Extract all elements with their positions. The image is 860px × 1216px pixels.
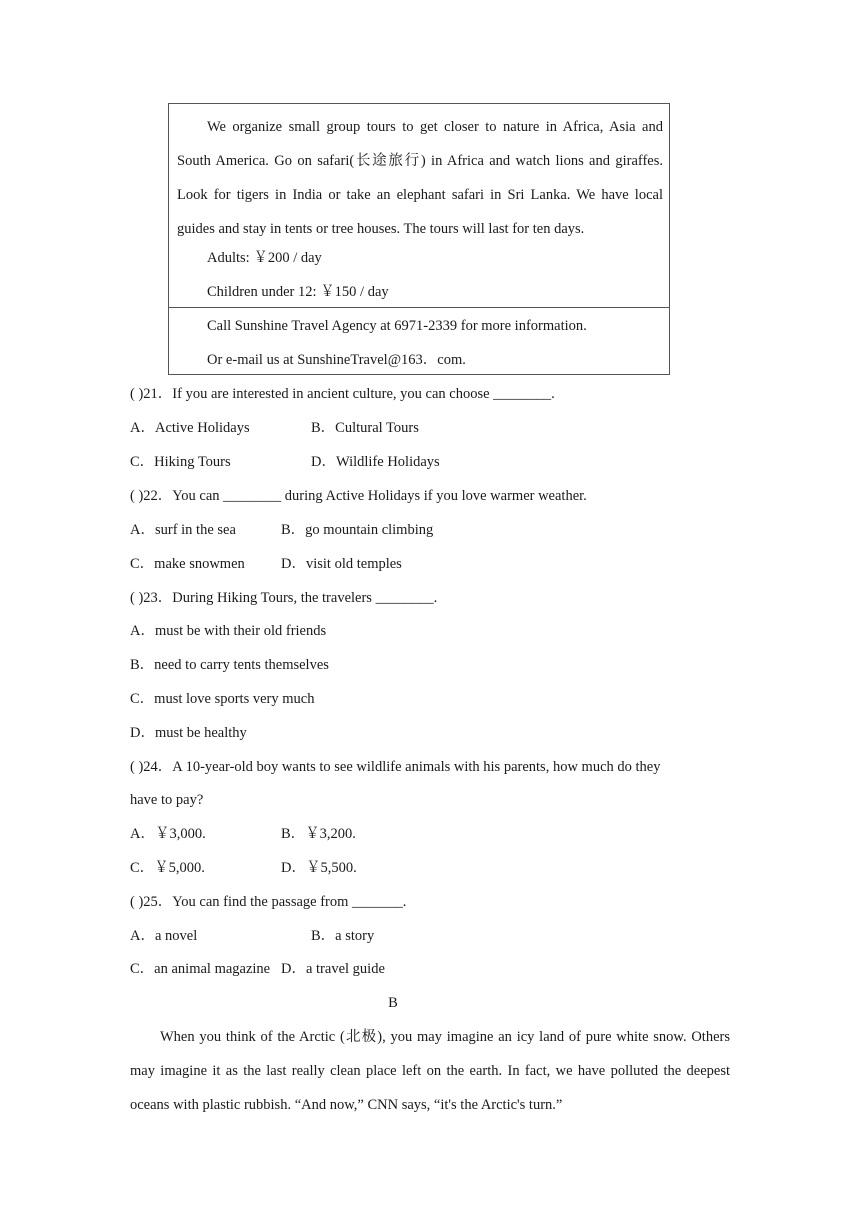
question-24-option-b: B．￥3,200. (281, 826, 356, 842)
passage-paragraph (130, 1020, 730, 1122)
question-22-option-b: B．go mountain climbing (281, 522, 434, 538)
question-25-option-d: D．a travel guide (281, 961, 385, 977)
ad-paragraph-text: We organize small group tours to get closer to nature in Africa, Asia and South America. Go on safari(长途旅行) in Africa and watch lions and giraffes. Look for tigers in India or take an elephant safari in Sri Lanka. We have local guides and stay in tents or tree houses. The tours will last for ten days. (177, 119, 663, 237)
question-23-option-a: A．must be with their old friends (130, 623, 327, 639)
question-23-option-c: C．must love sports very much (130, 691, 315, 707)
ad-adults-price: Adults: ￥200 / day (207, 250, 322, 266)
question-25-option-a: A．a novel (130, 928, 198, 944)
question-21-option-c: C．Hiking Tours (130, 454, 231, 470)
question-23-option-b: B．need to carry tents themselves (130, 657, 329, 673)
question-24-stem-line-2: have to pay? (130, 792, 204, 808)
section-label: B (388, 995, 398, 1011)
ad-paragraph (177, 110, 663, 246)
question-25-option-b: B．a story (311, 928, 375, 944)
question-25-option-c: C．an animal magazine (130, 961, 271, 977)
question-24-option-d: D．￥5,500. (281, 860, 357, 876)
question-24-stem-line-1: ( )24．A 10-year-old boy wants to see wildlife animals with his parents, how much do they (130, 759, 661, 775)
question-25-stem: ( )25．You can find the passage from _______. (130, 894, 407, 910)
question-23-stem: ( )23．During Hiking Tours, the travelers ________. (130, 590, 438, 606)
question-24-option-a: A．￥3,000. (130, 826, 206, 842)
travel-ad-box (168, 103, 670, 375)
ad-divider (169, 307, 669, 308)
question-21-option-a: A．Active Holidays (130, 420, 250, 436)
question-21-stem: ( )21．If you are interested in ancient culture, you can choose ________. (130, 386, 555, 402)
ad-contact-email: Or e-mail us at SunshineTravel@163．com. (207, 352, 466, 368)
question-22-option-a: A．surf in the sea (130, 522, 236, 538)
ad-contact-phone: Call Sunshine Travel Agency at 6971-2339 for more information. (207, 318, 587, 334)
question-22-option-d: D．visit old temples (281, 556, 402, 572)
question-22-option-c: C．make snowmen (130, 556, 245, 572)
question-24-option-c: C．￥5,000. (130, 860, 205, 876)
question-21-option-b: B．Cultural Tours (311, 420, 419, 436)
question-21-option-d: D．Wildlife Holidays (311, 454, 440, 470)
question-22-stem: ( )22．You can ________ during Active Holidays if you love warmer weather. (130, 488, 587, 504)
ad-children-price: Children under 12: ￥150 / day (207, 284, 389, 300)
passage-text: When you think of the Arctic (北极), you may imagine an icy land of pure white snow. Others may imagine it as the last really clean place left on the earth. In fact, we have polluted the deepest oceans with plastic rubbish. “And now,” CNN says, “it's the Arctic's turn.” (130, 1029, 730, 1113)
question-23-option-d: D．must be healthy (130, 725, 247, 741)
